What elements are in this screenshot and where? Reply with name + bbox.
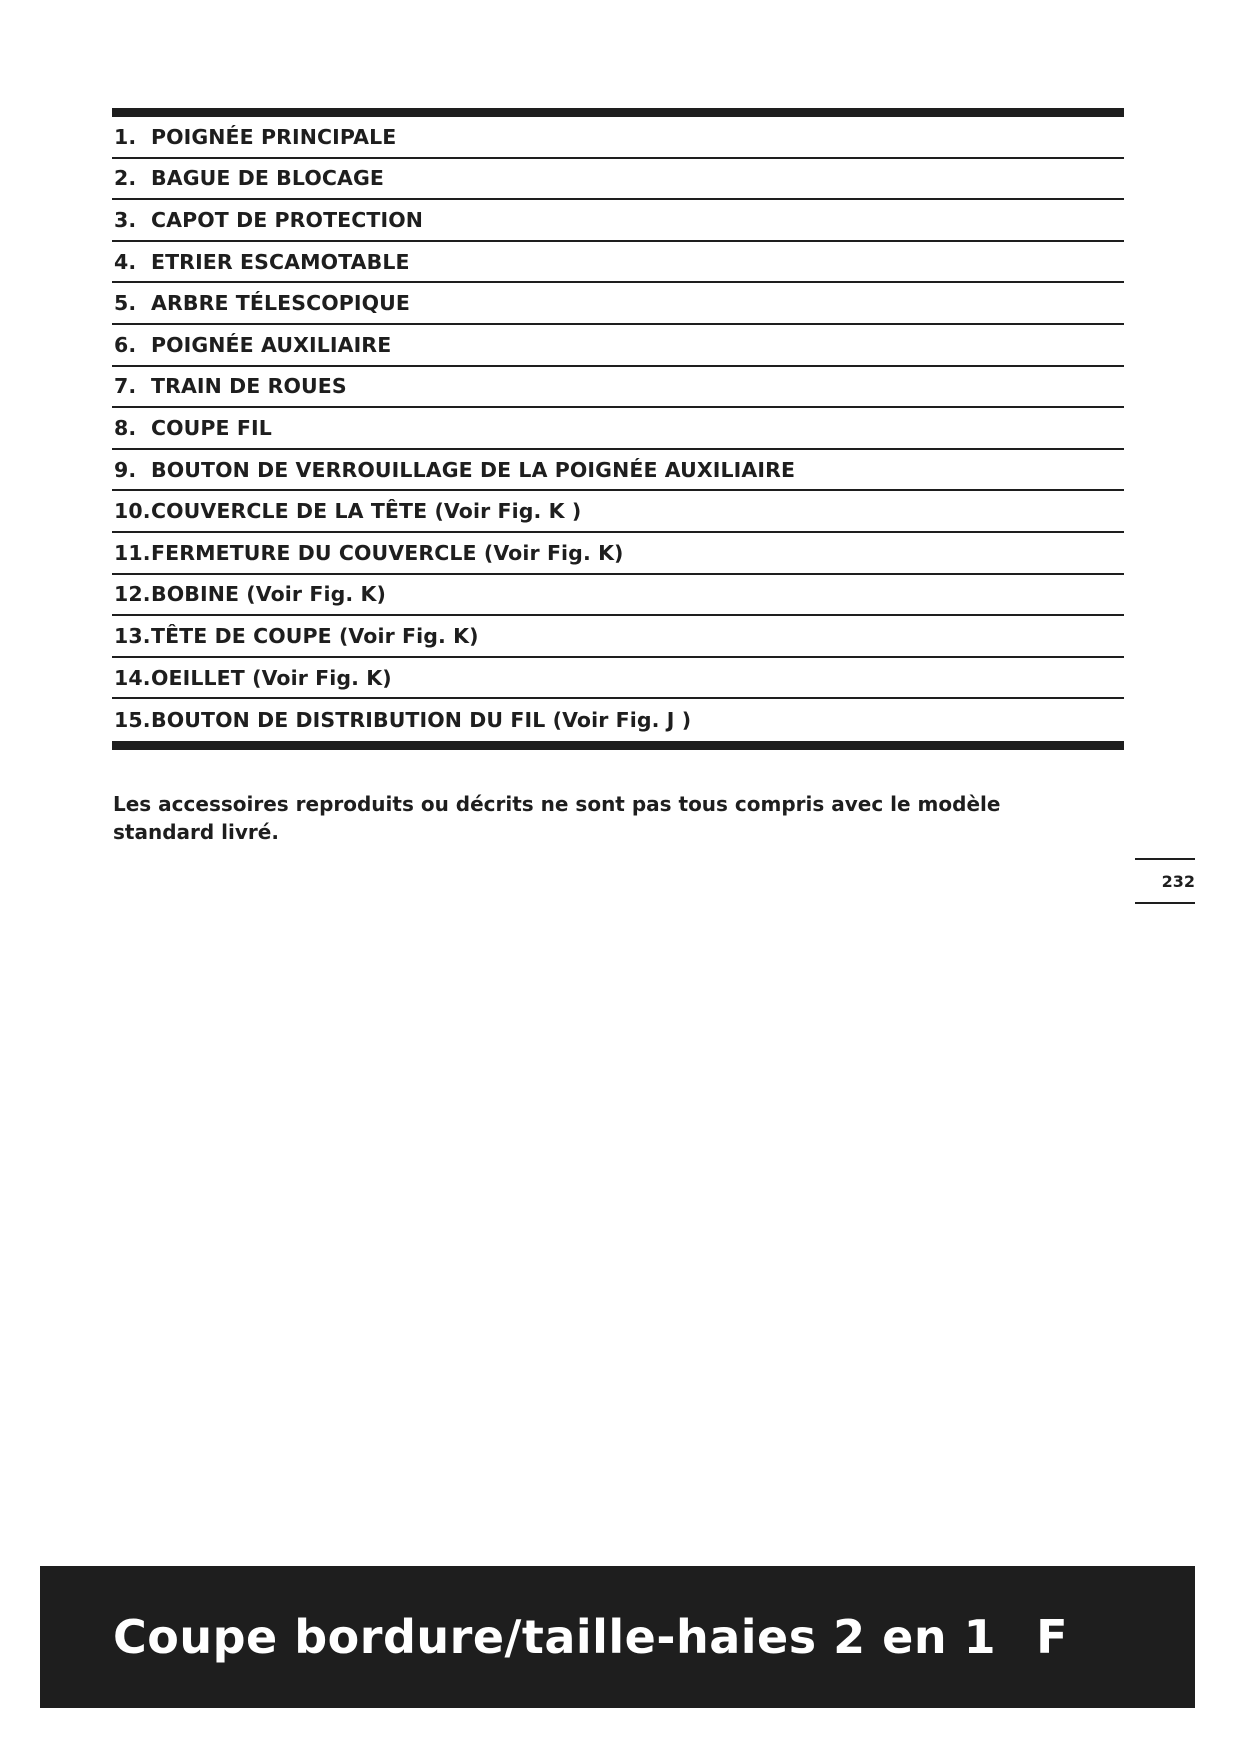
item-label: BOUTON DE VERROUILLAGE DE LA POIGNÉE AUXILIAIRE — [151, 457, 796, 482]
item-label: BOUTON DE DISTRIBUTION DU FIL (Voir Fig. J ) — [151, 708, 692, 733]
item-label: TÊTE DE COUPE (Voir Fig. K) — [151, 623, 479, 648]
item-number: 8. — [114, 415, 137, 440]
parts-list-item — [112, 491, 1124, 533]
item-number: 9. — [114, 457, 137, 482]
parts-list-item — [112, 283, 1124, 325]
item-label: POIGNÉE AUXILIAIRE — [151, 332, 392, 357]
parts-list-item — [112, 408, 1124, 450]
parts-list-item — [112, 159, 1124, 201]
item-label: CAPOT DE PROTECTION — [151, 207, 424, 232]
parts-list-item — [112, 367, 1124, 409]
parts-list-item — [112, 242, 1124, 284]
item-number: 6. — [114, 332, 137, 357]
item-label: OEILLET (Voir Fig. K) — [151, 665, 392, 690]
item-number: 13. — [114, 623, 151, 648]
parts-list — [112, 108, 1124, 750]
product-title: Coupe bordure/taille-haies 2 en 1 — [113, 1610, 997, 1664]
item-label: FERMETURE DU COUVERCLE (Voir Fig. K) — [151, 540, 624, 565]
parts-list-item — [112, 658, 1124, 700]
item-label: COUPE FIL — [151, 415, 272, 440]
item-label: BOBINE (Voir Fig. K) — [151, 582, 386, 607]
item-label: TRAIN DE ROUES — [151, 374, 347, 399]
parts-list-item — [112, 200, 1124, 242]
item-number: 3. — [114, 207, 137, 232]
item-number: 15. — [114, 708, 151, 733]
parts-list-item — [112, 450, 1124, 492]
item-number: 5. — [114, 291, 137, 316]
item-number: 10. — [114, 499, 151, 524]
item-number: 11. — [114, 540, 151, 565]
parts-list-item — [112, 117, 1124, 159]
item-label: BAGUE DE BLOCAGE — [151, 166, 384, 191]
item-number: 2. — [114, 166, 137, 191]
language-code: F — [1036, 1610, 1068, 1664]
item-number: 1. — [114, 124, 137, 149]
page-number: 232 — [1135, 858, 1195, 904]
item-label: POIGNÉE PRINCIPALE — [151, 124, 397, 149]
parts-list-item — [112, 616, 1124, 658]
item-label: ETRIER ESCAMOTABLE — [151, 249, 410, 274]
item-label: COUVERCLE DE LA TÊTE (Voir Fig. K ) — [151, 499, 582, 524]
footer-banner — [40, 1566, 1195, 1708]
item-number: 12. — [114, 582, 151, 607]
item-number: 14. — [114, 665, 151, 690]
parts-list-item — [112, 699, 1124, 741]
parts-list-item — [112, 575, 1124, 617]
item-label: ARBRE TÉLESCOPIQUE — [151, 291, 411, 316]
parts-list-item — [112, 533, 1124, 575]
parts-list-item — [112, 325, 1124, 367]
item-number: 7. — [114, 374, 137, 399]
item-number: 4. — [114, 249, 137, 274]
accessories-note: Les accessoires reproduits ou décrits ne sont pas tous compris avec le modèle standard livré. — [113, 792, 1001, 844]
